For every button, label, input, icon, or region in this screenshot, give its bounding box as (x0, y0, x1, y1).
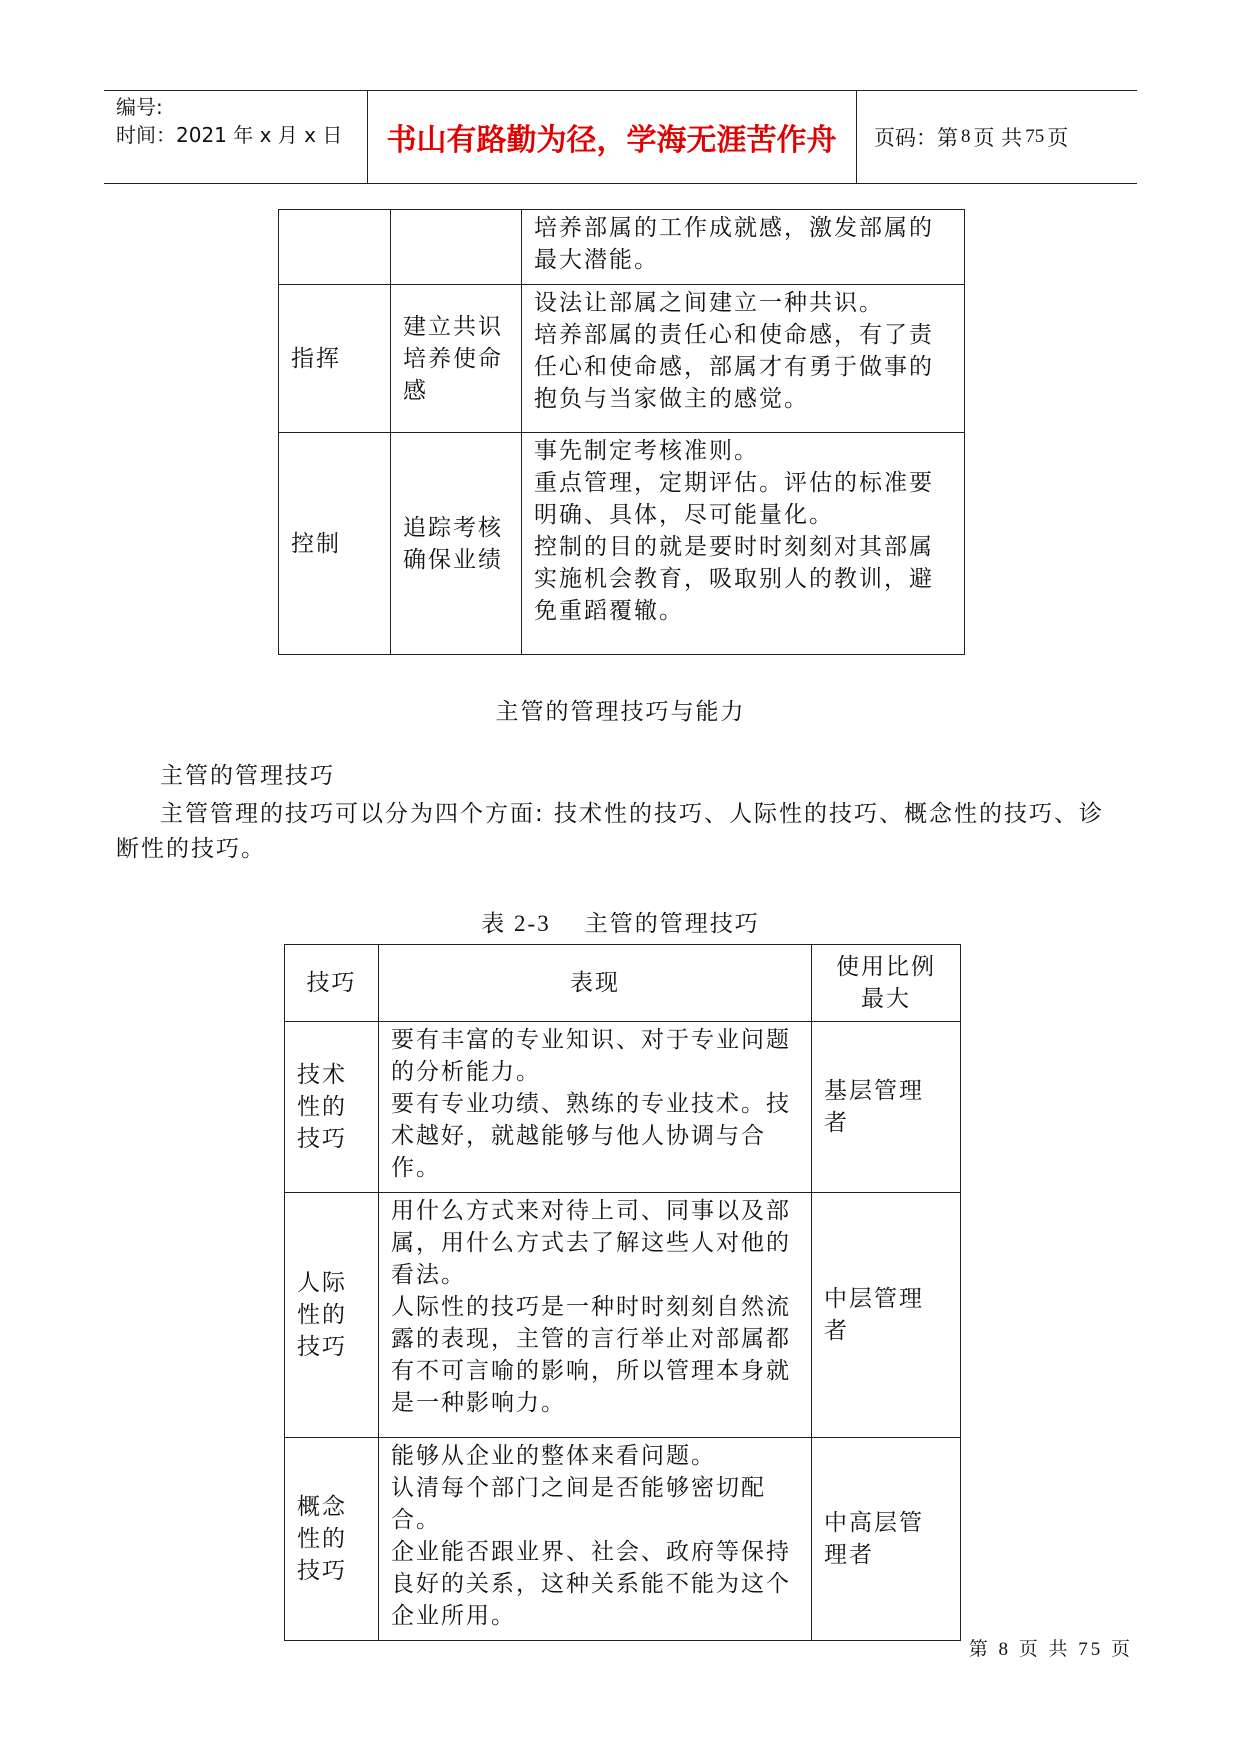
function-cell: 指挥 (279, 285, 391, 433)
performance-line: 能够从企业的整体来看问题。 (391, 1443, 716, 1469)
performance-line: 认清每个部门之间是否能够密切配合。 (391, 1475, 766, 1533)
ratio-cell: 中层管理者 (812, 1193, 961, 1438)
table-caption-label: 表 2-3 (481, 911, 551, 936)
page-suffix: 页 (1047, 126, 1069, 150)
function-cell: 控制 (279, 433, 391, 655)
subheading: 主管的管理技巧 (160, 763, 335, 789)
doc-time: 时间：2021 年 x 月 x 日 (116, 123, 343, 147)
header-divider (856, 91, 857, 183)
key-point-cell: 追踪考核确保业绩 (391, 433, 522, 655)
key-point-cell (391, 210, 522, 285)
performance-line: 用什么方式来对待上司、同事以及部属，用什么方式去了解这些人对他的看法。 (391, 1198, 791, 1288)
page-total: 75 (1025, 126, 1045, 147)
description-cell (522, 285, 965, 433)
ratio-cell: 中高层管理者 (812, 1438, 961, 1641)
function-cell (279, 210, 391, 285)
performance-cell (379, 1022, 812, 1193)
table-row (285, 1438, 961, 1641)
table-row (279, 433, 965, 655)
page-prefix: 页码：第 (874, 126, 958, 150)
description-cell (522, 210, 965, 285)
doc-number-label: 编号: (116, 95, 163, 119)
table-row (279, 210, 965, 285)
description-line: 培养部属的工作成就感，激发部属的最大潜能。 (534, 215, 934, 273)
skill-cell: 技术性的技巧 (285, 1022, 379, 1193)
body-paragraph: 主管管理的技巧可以分为四个方面: 技术性的技巧、人际性的技巧、概念性的技巧、诊断性的技巧。 (116, 801, 1105, 862)
table-caption-text: 主管的管理技巧 (584, 911, 760, 937)
description-line: 事先制定考核准则。 (534, 438, 759, 464)
table-header-row (285, 945, 961, 1022)
header-performance: 表现 (379, 945, 812, 1022)
key-point-cell: 建立共识培养使命感 (391, 285, 522, 433)
header-skill: 技巧 (285, 945, 379, 1022)
table-caption (0, 905, 1241, 938)
header-meta (116, 93, 366, 149)
page-header (104, 90, 1137, 184)
performance-cell (379, 1438, 812, 1641)
page-number: 8 (961, 126, 971, 147)
page-mid: 页 共 (973, 126, 1023, 150)
section-title: 主管的管理技巧与能力 (495, 699, 746, 725)
performance-line: 企业能否跟业界、社会、政府等保持良好的关系，这种关系能不能为这个企业所用。 (391, 1539, 791, 1629)
description-line: 培养部属的责任心和使命感，有了责任心和使命感，部属才有勇于做事的抱负与当家做主的感觉。 (534, 322, 934, 412)
performance-line: 要有丰富的专业知识、对于专业问题的分析能力。 (391, 1027, 791, 1085)
description-cell (522, 433, 965, 655)
management-functions-table (278, 209, 965, 655)
description-line: 设法让部属之间建立一种共识。 (534, 290, 884, 316)
skill-cell: 人际性的技巧 (285, 1193, 379, 1438)
table-row (279, 285, 965, 433)
header-motto: 书山有路勤为径，学海无涯苦作舟 (386, 123, 837, 158)
performance-cell (379, 1193, 812, 1438)
skill-cell: 概念性的技巧 (285, 1438, 379, 1641)
ratio-cell: 基层管理者 (812, 1022, 961, 1193)
table-row (285, 1022, 961, 1193)
description-line: 重点管理，定期评估。评估的标准要明确、具体，尽可能量化。 (534, 470, 934, 528)
performance-line: 人际性的技巧是一种时时刻刻自然流露的表现，主管的言行举止对部属都有不可言喻的影响，所以管理本身就是一种影响力。 (391, 1294, 791, 1416)
table-row (285, 1193, 961, 1438)
page-footer: 第 8 页 共 75 页 (968, 1639, 1133, 1660)
header-ratio: 使用比例最大 (812, 945, 961, 1022)
description-line: 控制的目的就是要时时刻刻对其部属实施机会教育，吸取别人的教训，避免重蹈覆辙。 (534, 534, 934, 624)
header-page-info (874, 91, 1068, 183)
performance-line: 要有专业功绩、熟练的专业技术。技术越好，就越能够与他人协调与合作。 (391, 1091, 791, 1181)
management-skills-table (284, 944, 961, 1641)
